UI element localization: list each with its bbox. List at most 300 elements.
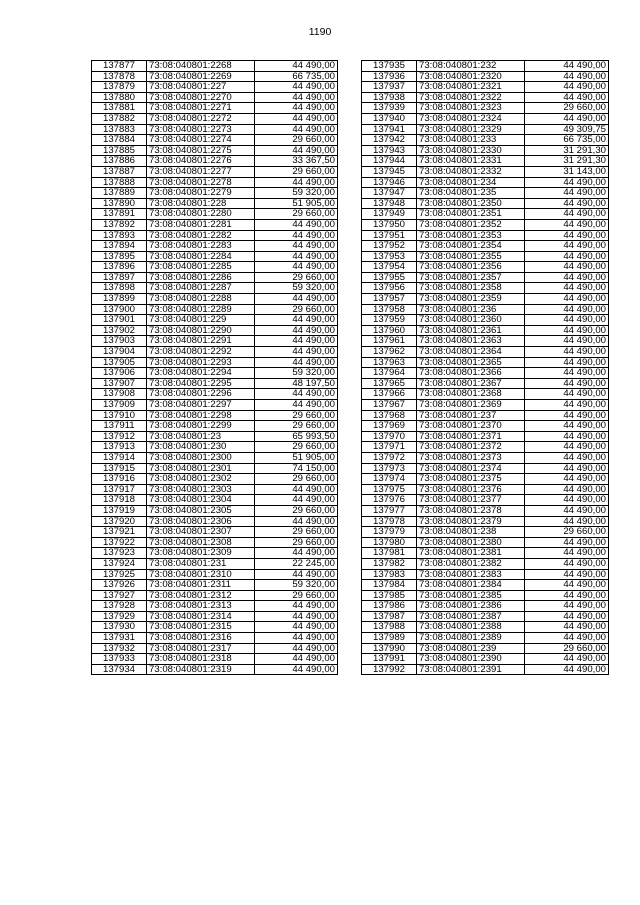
cadastral-number-cell: 73:08:040801:23 — [147, 431, 255, 442]
record-number-cell: 137899 — [92, 294, 147, 305]
table-row — [362, 241, 609, 252]
value-cell: 44 490,00 — [255, 548, 338, 559]
table-row — [92, 643, 338, 654]
value-cell: 44 490,00 — [255, 61, 338, 72]
value-cell: 44 490,00 — [255, 241, 338, 252]
value-cell: 44 490,00 — [255, 569, 338, 580]
cadastral-number-cell: 73:08:040801:2368 — [417, 389, 525, 400]
value-cell: 44 490,00 — [525, 113, 609, 124]
table-row — [92, 505, 338, 516]
value-cell: 44 490,00 — [525, 209, 609, 220]
table-row — [92, 272, 338, 283]
record-number-cell: 137975 — [362, 484, 417, 495]
record-number-cell: 137908 — [92, 389, 147, 400]
cadastral-number-cell: 73:08:040801:2389 — [417, 633, 525, 644]
cadastral-number-cell: 73:08:040801:238 — [417, 527, 525, 538]
record-number-cell: 137970 — [362, 431, 417, 442]
table-row — [92, 558, 338, 569]
record-number-cell: 137903 — [92, 336, 147, 347]
value-cell: 44 490,00 — [255, 633, 338, 644]
value-cell: 44 490,00 — [255, 400, 338, 411]
table-row — [362, 188, 609, 199]
value-cell: 44 490,00 — [525, 400, 609, 411]
cadastral-number-cell: 73:08:040801:2387 — [417, 611, 525, 622]
record-number-cell: 137978 — [362, 516, 417, 527]
table-row — [92, 633, 338, 644]
cadastral-number-cell: 73:08:040801:2287 — [147, 283, 255, 294]
record-number-cell: 137965 — [362, 378, 417, 389]
value-cell: 44 490,00 — [255, 357, 338, 368]
record-number-cell: 137982 — [362, 558, 417, 569]
record-number-cell: 137971 — [362, 442, 417, 453]
record-number-cell: 137894 — [92, 241, 147, 252]
cadastral-number-cell: 73:08:040801:2275 — [147, 145, 255, 156]
cadastral-number-cell: 73:08:040801:2282 — [147, 230, 255, 241]
table-row — [362, 633, 609, 644]
record-number-cell: 137940 — [362, 113, 417, 124]
record-number-cell: 137934 — [92, 664, 147, 675]
record-number-cell: 137926 — [92, 580, 147, 591]
record-number-cell: 137942 — [362, 135, 417, 146]
record-number-cell: 137963 — [362, 357, 417, 368]
cadastral-number-cell: 73:08:040801:2379 — [417, 516, 525, 527]
record-number-cell: 137981 — [362, 548, 417, 559]
record-number-cell: 137881 — [92, 103, 147, 114]
cadastral-number-cell: 73:08:040801:2295 — [147, 378, 255, 389]
value-cell: 44 490,00 — [525, 495, 609, 506]
table-row — [362, 177, 609, 188]
value-cell: 48 197,50 — [255, 378, 338, 389]
cadastral-number-cell: 73:08:040801:2309 — [147, 548, 255, 559]
value-cell: 31 143,00 — [525, 166, 609, 177]
record-number-cell: 137893 — [92, 230, 147, 241]
record-number-cell: 137919 — [92, 505, 147, 516]
record-number-cell: 137967 — [362, 400, 417, 411]
record-number-cell: 137979 — [362, 527, 417, 538]
value-cell: 51 905,00 — [255, 452, 338, 463]
cadastral-number-cell: 73:08:040801:2296 — [147, 389, 255, 400]
table-row — [362, 357, 609, 368]
value-cell: 44 490,00 — [525, 474, 609, 485]
value-cell: 44 490,00 — [255, 230, 338, 241]
table-row — [362, 421, 609, 432]
table-row — [362, 601, 609, 612]
record-number-cell: 137983 — [362, 569, 417, 580]
table-row — [92, 103, 338, 114]
table-row — [92, 421, 338, 432]
table-row — [362, 389, 609, 400]
table-row — [92, 209, 338, 220]
value-cell: 44 490,00 — [525, 410, 609, 421]
cadastral-number-cell: 73:08:040801:2376 — [417, 484, 525, 495]
table-row — [92, 569, 338, 580]
value-cell: 44 490,00 — [525, 357, 609, 368]
cadastral-number-cell: 73:08:040801:2324 — [417, 113, 525, 124]
cadastral-number-cell: 73:08:040801:2366 — [417, 368, 525, 379]
record-number-cell: 137945 — [362, 166, 417, 177]
record-number-cell: 137877 — [92, 61, 147, 72]
record-number-cell: 137925 — [92, 569, 147, 580]
table-row — [92, 431, 338, 442]
record-number-cell: 137930 — [92, 622, 147, 633]
table-row — [362, 71, 609, 82]
page-number: 1190 — [308, 26, 332, 38]
table-row — [362, 294, 609, 305]
record-number-cell: 137960 — [362, 325, 417, 336]
record-number-cell: 137949 — [362, 209, 417, 220]
record-number-cell: 137929 — [92, 611, 147, 622]
value-cell: 44 490,00 — [525, 569, 609, 580]
table-row — [92, 495, 338, 506]
cadastral-number-cell: 73:08:040801:2351 — [417, 209, 525, 220]
value-cell: 44 490,00 — [525, 198, 609, 209]
value-cell: 44 490,00 — [525, 505, 609, 516]
cadastral-number-cell: 73:08:040801:2329 — [417, 124, 525, 135]
table-row — [362, 495, 609, 506]
register-table-right — [361, 60, 609, 675]
value-cell: 29 660,00 — [255, 421, 338, 432]
cadastral-number-cell: 73:08:040801:227 — [147, 82, 255, 93]
table-row — [362, 135, 609, 146]
cadastral-number-cell: 73:08:040801:2313 — [147, 601, 255, 612]
record-number-cell: 137974 — [362, 474, 417, 485]
table-row — [92, 92, 338, 103]
table-row — [92, 230, 338, 241]
record-number-cell: 137889 — [92, 188, 147, 199]
record-number-cell: 137943 — [362, 145, 417, 156]
table-row — [362, 537, 609, 548]
record-number-cell: 137927 — [92, 590, 147, 601]
table-row — [92, 654, 338, 665]
value-cell: 31 291,30 — [525, 156, 609, 167]
table-row — [362, 569, 609, 580]
table-row — [362, 558, 609, 569]
cadastral-number-cell: 73:08:040801:239 — [417, 643, 525, 654]
cadastral-number-cell: 73:08:040801:2294 — [147, 368, 255, 379]
cadastral-number-cell: 73:08:040801:2354 — [417, 241, 525, 252]
value-cell: 44 490,00 — [255, 325, 338, 336]
record-number-cell: 137882 — [92, 113, 147, 124]
table-row — [92, 400, 338, 411]
record-number-cell: 137932 — [92, 643, 147, 654]
value-cell: 44 490,00 — [525, 61, 609, 72]
cadastral-number-cell: 73:08:040801:2363 — [417, 336, 525, 347]
value-cell: 44 490,00 — [255, 262, 338, 273]
value-cell: 29 660,00 — [255, 272, 338, 283]
record-number-cell: 137977 — [362, 505, 417, 516]
value-cell: 29 660,00 — [255, 527, 338, 538]
value-cell: 44 490,00 — [525, 452, 609, 463]
table-row — [362, 484, 609, 495]
cadastral-number-cell: 73:08:040801:2365 — [417, 357, 525, 368]
record-number-cell: 137972 — [362, 452, 417, 463]
table-row — [92, 71, 338, 82]
table-row — [362, 103, 609, 114]
value-cell: 44 490,00 — [525, 633, 609, 644]
record-number-cell: 137909 — [92, 400, 147, 411]
record-number-cell: 137941 — [362, 124, 417, 135]
cadastral-number-cell: 73:08:040801:2322 — [417, 92, 525, 103]
record-number-cell: 137888 — [92, 177, 147, 188]
value-cell: 44 490,00 — [255, 495, 338, 506]
value-cell: 44 490,00 — [255, 145, 338, 156]
record-number-cell: 137984 — [362, 580, 417, 591]
value-cell: 44 490,00 — [255, 177, 338, 188]
record-number-cell: 137924 — [92, 558, 147, 569]
table-row — [362, 262, 609, 273]
value-cell: 44 490,00 — [255, 484, 338, 495]
table-row — [92, 611, 338, 622]
record-number-cell: 137968 — [362, 410, 417, 421]
value-cell: 44 490,00 — [525, 664, 609, 675]
record-number-cell: 137952 — [362, 241, 417, 252]
table-row — [362, 442, 609, 453]
value-cell: 44 490,00 — [525, 378, 609, 389]
table-row — [92, 251, 338, 262]
record-number-cell: 137917 — [92, 484, 147, 495]
cadastral-number-cell: 73:08:040801:2269 — [147, 71, 255, 82]
cadastral-number-cell: 73:08:040801:2319 — [147, 664, 255, 675]
record-number-cell: 137980 — [362, 537, 417, 548]
value-cell: 44 490,00 — [525, 421, 609, 432]
table-row — [362, 124, 609, 135]
record-number-cell: 137985 — [362, 590, 417, 601]
value-cell: 29 660,00 — [255, 135, 338, 146]
table-row — [362, 209, 609, 220]
cadastral-number-cell: 73:08:040801:2315 — [147, 622, 255, 633]
cadastral-number-cell: 73:08:040801:2307 — [147, 527, 255, 538]
table-row — [92, 304, 338, 315]
table-row — [92, 241, 338, 252]
record-number-cell: 137906 — [92, 368, 147, 379]
value-cell: 44 490,00 — [525, 188, 609, 199]
value-cell: 49 309,75 — [525, 124, 609, 135]
table-row — [92, 166, 338, 177]
table-row — [362, 622, 609, 633]
record-number-cell: 137923 — [92, 548, 147, 559]
value-cell: 66 735,00 — [525, 135, 609, 146]
value-cell: 44 490,00 — [525, 622, 609, 633]
record-number-cell: 137954 — [362, 262, 417, 273]
table-row — [362, 304, 609, 315]
cadastral-number-cell: 73:08:040801:2298 — [147, 410, 255, 421]
table-row — [362, 198, 609, 209]
value-cell: 29 660,00 — [255, 474, 338, 485]
cadastral-number-cell: 73:08:040801:2380 — [417, 537, 525, 548]
record-number-cell: 137962 — [362, 347, 417, 358]
record-number-cell: 137933 — [92, 654, 147, 665]
value-cell: 44 490,00 — [525, 389, 609, 400]
table-row — [92, 82, 338, 93]
cadastral-number-cell: 73:08:040801:2377 — [417, 495, 525, 506]
value-cell: 44 490,00 — [525, 230, 609, 241]
table-row — [92, 113, 338, 124]
cadastral-number-cell: 73:08:040801:2299 — [147, 421, 255, 432]
cadastral-number-cell: 73:08:040801:234 — [417, 177, 525, 188]
record-number-cell: 137904 — [92, 347, 147, 358]
table-row — [92, 410, 338, 421]
table-row — [92, 219, 338, 230]
cadastral-number-cell: 73:08:040801:2271 — [147, 103, 255, 114]
table-row — [362, 219, 609, 230]
cadastral-number-cell: 73:08:040801:2297 — [147, 400, 255, 411]
cadastral-number-cell: 73:08:040801:2374 — [417, 463, 525, 474]
cadastral-number-cell: 73:08:040801:2314 — [147, 611, 255, 622]
cadastral-number-cell: 73:08:040801:2318 — [147, 654, 255, 665]
cadastral-number-cell: 73:08:040801:2270 — [147, 92, 255, 103]
cadastral-number-cell: 73:08:040801:2304 — [147, 495, 255, 506]
value-cell: 66 735,00 — [255, 71, 338, 82]
value-cell: 44 490,00 — [255, 113, 338, 124]
register-table-right-body — [362, 61, 609, 675]
cadastral-number-cell: 73:08:040801:2352 — [417, 219, 525, 230]
value-cell: 44 490,00 — [525, 272, 609, 283]
value-cell: 22 245,00 — [255, 558, 338, 569]
cadastral-number-cell: 73:08:040801:2276 — [147, 156, 255, 167]
table-row — [92, 442, 338, 453]
table-row — [362, 378, 609, 389]
value-cell: 51 905,00 — [255, 198, 338, 209]
cadastral-number-cell: 73:08:040801:2317 — [147, 643, 255, 654]
value-cell: 65 993,50 — [255, 431, 338, 442]
value-cell: 44 490,00 — [525, 537, 609, 548]
cadastral-number-cell: 73:08:040801:2291 — [147, 336, 255, 347]
value-cell: 44 490,00 — [525, 177, 609, 188]
table-row — [362, 463, 609, 474]
value-cell: 59 320,00 — [255, 283, 338, 294]
table-row — [362, 347, 609, 358]
cadastral-number-cell: 73:08:040801:2293 — [147, 357, 255, 368]
cadastral-number-cell: 73:08:040801:2289 — [147, 304, 255, 315]
record-number-cell: 137915 — [92, 463, 147, 474]
record-number-cell: 137891 — [92, 209, 147, 220]
value-cell: 44 490,00 — [255, 124, 338, 135]
record-number-cell: 137991 — [362, 654, 417, 665]
value-cell: 44 490,00 — [255, 219, 338, 230]
value-cell: 44 490,00 — [525, 294, 609, 305]
table-row — [362, 590, 609, 601]
value-cell: 44 490,00 — [525, 516, 609, 527]
record-number-cell: 137902 — [92, 325, 147, 336]
record-number-cell: 137887 — [92, 166, 147, 177]
value-cell: 59 320,00 — [255, 368, 338, 379]
value-cell: 44 490,00 — [255, 643, 338, 654]
record-number-cell: 137910 — [92, 410, 147, 421]
value-cell: 29 660,00 — [255, 166, 338, 177]
cadastral-number-cell: 73:08:040801:233 — [417, 135, 525, 146]
value-cell: 29 660,00 — [255, 209, 338, 220]
record-number-cell: 137946 — [362, 177, 417, 188]
register-table-left-body — [92, 61, 338, 675]
value-cell: 44 490,00 — [525, 484, 609, 495]
table-row — [362, 516, 609, 527]
value-cell: 44 490,00 — [525, 283, 609, 294]
record-number-cell: 137905 — [92, 357, 147, 368]
cadastral-number-cell: 73:08:040801:2281 — [147, 219, 255, 230]
table-row — [92, 537, 338, 548]
record-number-cell: 137986 — [362, 601, 417, 612]
value-cell: 44 490,00 — [525, 463, 609, 474]
cadastral-number-cell: 73:08:040801:2290 — [147, 325, 255, 336]
table-row — [362, 654, 609, 665]
record-number-cell: 137950 — [362, 219, 417, 230]
record-number-cell: 137958 — [362, 304, 417, 315]
value-cell: 59 320,00 — [255, 188, 338, 199]
value-cell: 44 490,00 — [255, 315, 338, 326]
record-number-cell: 137913 — [92, 442, 147, 453]
value-cell: 44 490,00 — [255, 82, 338, 93]
record-number-cell: 137892 — [92, 219, 147, 230]
record-number-cell: 137928 — [92, 601, 147, 612]
cadastral-number-cell: 73:08:040801:2358 — [417, 283, 525, 294]
cadastral-number-cell: 73:08:040801:2279 — [147, 188, 255, 199]
cadastral-number-cell: 73:08:040801:2383 — [417, 569, 525, 580]
cadastral-number-cell: 73:08:040801:2268 — [147, 61, 255, 72]
record-number-cell: 137987 — [362, 611, 417, 622]
cadastral-number-cell: 73:08:040801:2369 — [417, 400, 525, 411]
table-row — [362, 272, 609, 283]
value-cell: 44 490,00 — [255, 654, 338, 665]
table-row — [362, 611, 609, 622]
value-cell: 44 490,00 — [525, 325, 609, 336]
record-number-cell: 137951 — [362, 230, 417, 241]
table-row — [92, 61, 338, 72]
cadastral-number-cell: 73:08:040801:237 — [417, 410, 525, 421]
cadastral-number-cell: 73:08:040801:2372 — [417, 442, 525, 453]
value-cell: 44 490,00 — [525, 336, 609, 347]
record-number-cell: 137914 — [92, 452, 147, 463]
table-row — [92, 580, 338, 591]
table-row — [92, 516, 338, 527]
table-row — [362, 251, 609, 262]
value-cell: 29 660,00 — [255, 304, 338, 315]
table-row — [362, 82, 609, 93]
table-row — [92, 664, 338, 675]
value-cell: 44 490,00 — [255, 103, 338, 114]
cadastral-number-cell: 73:08:040801:2321 — [417, 82, 525, 93]
cadastral-number-cell: 73:08:040801:2274 — [147, 135, 255, 146]
table-row — [92, 590, 338, 601]
cadastral-number-cell: 73:08:040801:2316 — [147, 633, 255, 644]
table-row — [362, 580, 609, 591]
value-cell: 29 660,00 — [255, 537, 338, 548]
cadastral-number-cell: 73:08:040801:2302 — [147, 474, 255, 485]
cadastral-number-cell: 73:08:040801:2277 — [147, 166, 255, 177]
cadastral-number-cell: 73:08:040801:2371 — [417, 431, 525, 442]
cadastral-number-cell: 73:08:040801:2378 — [417, 505, 525, 516]
record-number-cell: 137973 — [362, 463, 417, 474]
value-cell: 44 490,00 — [525, 71, 609, 82]
value-cell: 44 490,00 — [255, 389, 338, 400]
record-number-cell: 137896 — [92, 262, 147, 273]
record-number-cell: 137931 — [92, 633, 147, 644]
table-row — [362, 336, 609, 347]
cadastral-number-cell: 73:08:040801:2332 — [417, 166, 525, 177]
table-row — [362, 166, 609, 177]
cadastral-number-cell: 73:08:040801:2375 — [417, 474, 525, 485]
table-row — [362, 431, 609, 442]
cadastral-number-cell: 73:08:040801:2310 — [147, 569, 255, 580]
value-cell: 44 490,00 — [525, 654, 609, 665]
table-row — [92, 124, 338, 135]
value-cell: 44 490,00 — [255, 601, 338, 612]
cadastral-number-cell: 73:08:040801:2331 — [417, 156, 525, 167]
value-cell: 44 490,00 — [525, 304, 609, 315]
value-cell: 44 490,00 — [525, 431, 609, 442]
cadastral-number-cell: 73:08:040801:228 — [147, 198, 255, 209]
cadastral-number-cell: 73:08:040801:2359 — [417, 294, 525, 305]
table-row — [362, 230, 609, 241]
